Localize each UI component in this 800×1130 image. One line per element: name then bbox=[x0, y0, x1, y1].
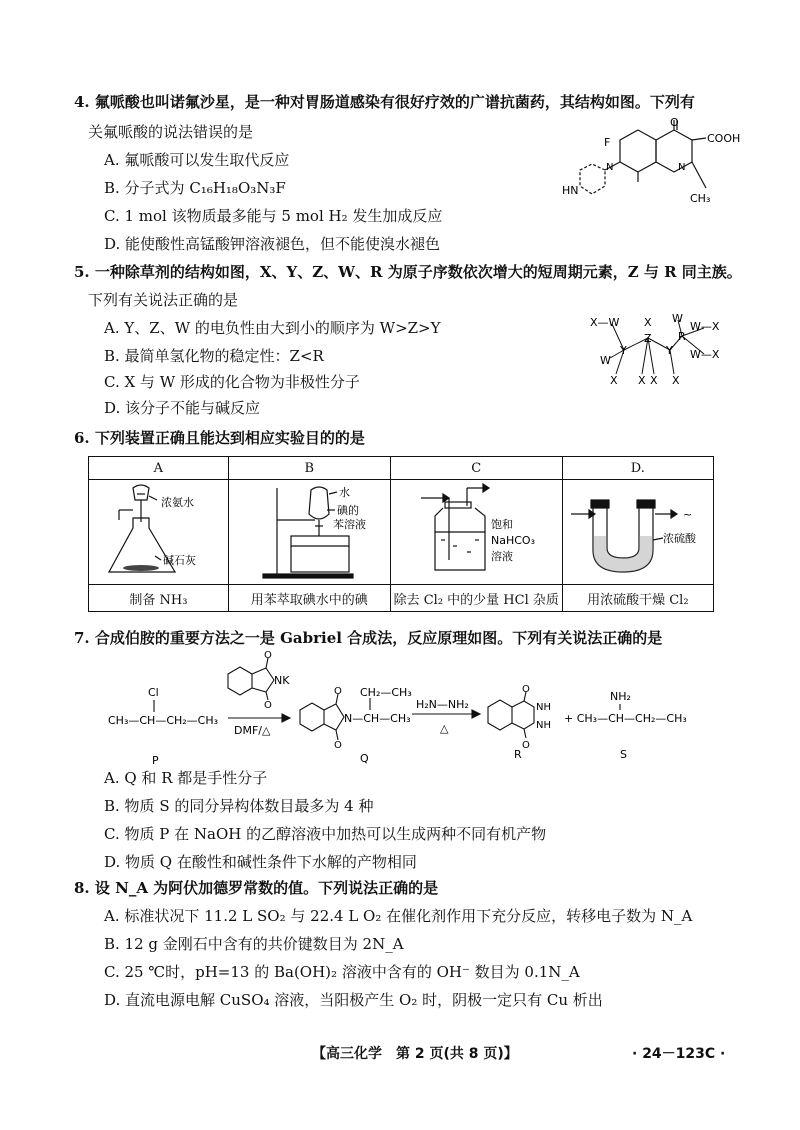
q4-option-c: C. 1 mol 该物质最多能与 5 mol H₂ 发生加成反应 bbox=[104, 207, 443, 225]
q-label: Q bbox=[360, 752, 369, 765]
struct-hn: HN bbox=[562, 184, 579, 197]
struct-w-left: W bbox=[600, 354, 611, 367]
label-a2: 碱石灰 bbox=[163, 554, 197, 567]
q-top: CH₂—CH₃ bbox=[360, 686, 412, 699]
struct-n2: N bbox=[678, 162, 686, 173]
q7-option-b: B. 物质 S 的同分异构体数目最多为 4 种 bbox=[104, 797, 374, 815]
q8-option-d: D. 直流电源电解 CuSO₄ 溶液，当阳极产生 O₂ 时，阴极一定只有 Cu 析出 bbox=[104, 991, 603, 1009]
struct-o: O bbox=[670, 116, 679, 129]
label-b1: 水 bbox=[339, 486, 351, 499]
page-footer-center: 【高三化学 第 2 页(共 8 页)】 bbox=[312, 1046, 518, 1062]
label-c3: 溶液 bbox=[491, 550, 514, 563]
q5-option-b: B. 最简单氢化物的稳定性：Z<R bbox=[104, 347, 324, 365]
norfloxacin-structure bbox=[560, 116, 741, 210]
apparatus-a bbox=[89, 480, 229, 585]
caption-c: 除去 Cl₂ 中的少量 HCl 杂质 bbox=[390, 585, 562, 612]
struct-x4: X bbox=[672, 374, 680, 387]
struct-f: F bbox=[604, 136, 611, 149]
struct-x3: X bbox=[650, 374, 658, 387]
label-d1: 浓硫酸 bbox=[662, 532, 696, 545]
col-d-header: D. bbox=[562, 457, 713, 480]
q8-option-b: B. 12 g 金刚石中含有的共价键数目为 2N_A bbox=[104, 935, 404, 953]
q7-option-a: A. Q 和 R 都是手性分子 bbox=[104, 769, 268, 787]
struct-w-top: W bbox=[672, 312, 683, 325]
herbicide-structure bbox=[586, 312, 721, 390]
gabriel-synthesis-scheme bbox=[78, 652, 718, 770]
struct-r: R bbox=[678, 330, 686, 343]
q-o-top: O bbox=[334, 686, 342, 697]
r-label: R bbox=[514, 748, 522, 761]
apparatus-d bbox=[562, 480, 713, 585]
q7-option-d: D. 物质 Q 在酸性和碱性条件下水解的产物相同 bbox=[104, 853, 417, 871]
q5-option-d: D. 该分子不能与碱反应 bbox=[104, 399, 261, 417]
gas-wash-bottle-c bbox=[391, 480, 561, 580]
q7-stem: 7. 合成伯胺的重要方法之一是 Gabriel 合成法，反应原理如图。下列有关说法正确的是 bbox=[74, 629, 663, 647]
s-chain: + CH₃—CH—CH₂—CH₃ bbox=[564, 712, 687, 725]
apparatus-c bbox=[390, 480, 562, 585]
q4-option-b: B. 分子式为 C₁₆H₁₈O₃N₃F bbox=[104, 179, 286, 197]
k-nk: NK bbox=[274, 674, 290, 687]
label-b3: 苯溶液 bbox=[333, 518, 367, 531]
caption-a: 制备 NH₃ bbox=[89, 585, 229, 612]
q5-stem-line2: 下列有关说法正确的是 bbox=[88, 291, 239, 309]
separatory-apparatus-b bbox=[229, 480, 389, 580]
k-o-top: O bbox=[264, 650, 272, 661]
flask-apparatus-a bbox=[89, 480, 227, 580]
struct-w-x2: W—X bbox=[690, 348, 720, 361]
cond-heat: △ bbox=[440, 722, 449, 735]
q5-option-a: A. Y、Z、W 的电负性由大到小的顺序为 W>Z>Y bbox=[104, 319, 441, 337]
q8-option-c: C. 25 ℃时，pH=13 的 Ba(OH)₂ 溶液中含有的 OH⁻ 数目为 0.1N_A bbox=[104, 963, 580, 981]
r-o-bottom: O bbox=[522, 740, 530, 751]
label-a1: 浓氨水 bbox=[161, 496, 195, 509]
s-label: S bbox=[620, 748, 627, 761]
apparatus-b bbox=[228, 480, 390, 585]
u-tube-apparatus-d bbox=[563, 480, 713, 580]
q4-stem-line1: 4. 氟哌酸也叫诺氟沙星，是一种对胃肠道感染有很好疗效的广谱抗菌药，其结构如图。下列有 bbox=[74, 93, 695, 111]
struct-ch3: CH₃ bbox=[690, 192, 711, 205]
caption-b: 用苯萃取碘水中的碘 bbox=[228, 585, 390, 612]
q4-stem-line2: 关氟哌酸的说法错误的是 bbox=[88, 123, 254, 141]
struct-x1: X bbox=[610, 374, 618, 387]
q5-option-c: C. X 与 W 形成的化合物为非极性分子 bbox=[104, 373, 360, 391]
page-footer-code: · 24－123C · bbox=[632, 1046, 726, 1062]
col-a-header: A bbox=[89, 457, 229, 480]
label-c1: 饱和 bbox=[491, 518, 514, 531]
struct-y2: Y bbox=[666, 344, 673, 357]
col-c-header: C bbox=[390, 457, 562, 480]
r-o-top: O bbox=[522, 684, 530, 695]
q7-option-c: C. 物质 P 在 NaOH 的乙醇溶液中加热可以生成两种不同有机产物 bbox=[104, 825, 547, 843]
q6-stem: 6. 下列装置正确且能达到相应实验目的的是 bbox=[74, 429, 365, 447]
caption-d: 用浓硫酸干燥 Cl₂ bbox=[562, 585, 713, 612]
apparatus-table bbox=[88, 456, 714, 612]
p-chain: CH₃—CH—CH₂—CH₃ bbox=[108, 714, 219, 727]
label-c2: NaHCO₃ bbox=[491, 534, 536, 547]
q5-stem-line1: 5. 一种除草剂的结构如图，X、Y、Z、W、R 为原子序数依次增大的短周期元素，Z 与 R 同主族。 bbox=[74, 263, 742, 281]
struct-x-top: X bbox=[644, 316, 652, 329]
q4-option-d: D. 能使酸性高锰酸钾溶液褪色，但不能使溴水褪色 bbox=[104, 235, 441, 253]
struct-z: Z bbox=[644, 332, 652, 345]
struct-w-x: W—X bbox=[690, 320, 720, 333]
struct-cooh: COOH bbox=[707, 132, 741, 145]
s-nh2: NH₂ bbox=[610, 690, 631, 703]
q8-option-a: A. 标准状况下 11.2 L SO₂ 与 22.4 L O₂ 在催化剂作用下充分反应，转移电子数为 N_A bbox=[104, 907, 693, 925]
reagent: H₂N—NH₂ bbox=[416, 698, 469, 711]
q-o-bottom: O bbox=[334, 740, 342, 751]
label-d-arrow-tilde: ~ bbox=[682, 508, 693, 521]
q8-stem: 8. 设 N_A 为阿伏加德罗常数的值。下列说法正确的是 bbox=[74, 879, 439, 897]
p-cl: Cl bbox=[148, 686, 159, 699]
q-chain: N—CH—CH₃ bbox=[344, 712, 411, 725]
r-nh2: NH bbox=[536, 720, 551, 731]
cond-dmf: DMF/△ bbox=[234, 724, 271, 737]
struct-xw: X—W bbox=[590, 316, 620, 329]
q4-option-a: A. 氟哌酸可以发生取代反应 bbox=[104, 151, 290, 169]
struct-y1: Y bbox=[620, 344, 627, 357]
k-o-bottom: O bbox=[264, 700, 272, 711]
p-label: P bbox=[152, 754, 159, 767]
r-nh1: NH bbox=[536, 702, 551, 713]
struct-n1: N bbox=[606, 162, 614, 173]
struct-x2: X bbox=[638, 374, 646, 387]
col-b-header: B bbox=[228, 457, 390, 480]
label-b2: 碘的 bbox=[337, 504, 360, 517]
